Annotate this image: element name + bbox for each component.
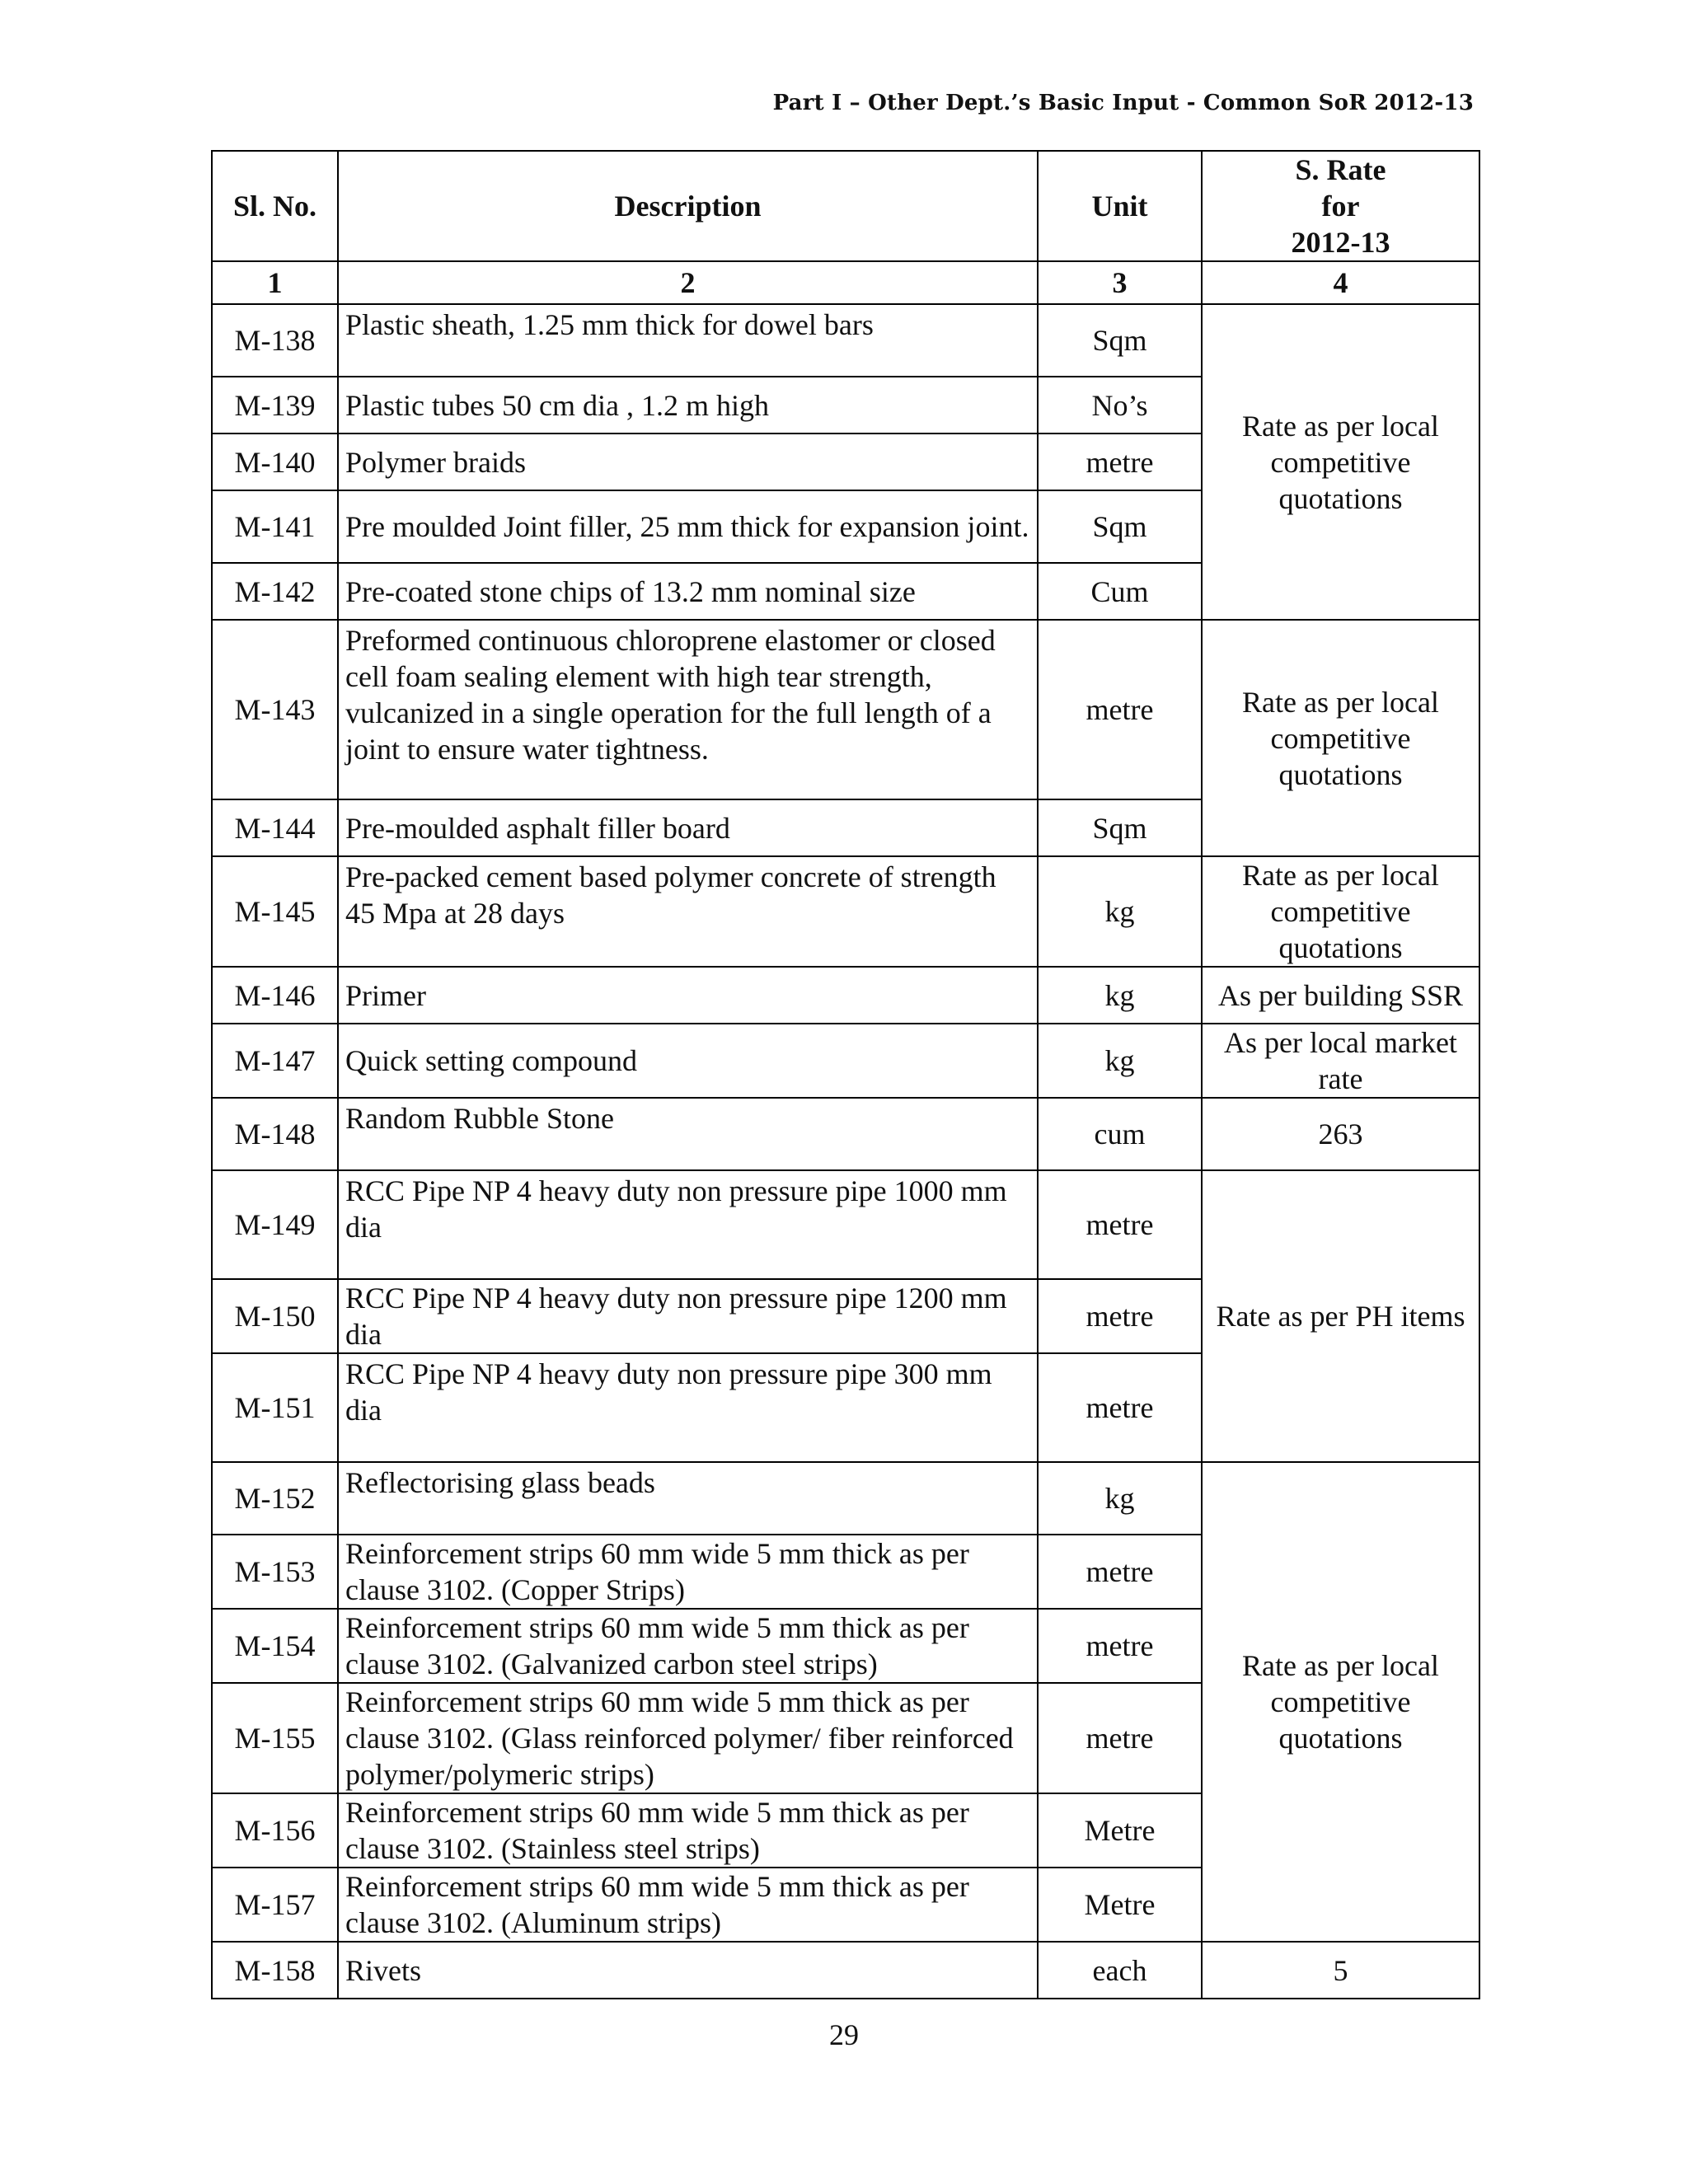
col-number: 2 [338, 261, 1038, 304]
unit: Cum [1038, 563, 1202, 620]
table-header-row [212, 151, 1479, 261]
table-row [212, 967, 1479, 1024]
rate-cell: Rate as per local competitive quotations [1202, 1462, 1479, 1942]
sl-no: M-144 [212, 799, 338, 856]
table-row [212, 856, 1479, 967]
col-number: 1 [212, 261, 338, 304]
col-header-description: Description [338, 151, 1038, 261]
sl-no: M-148 [212, 1098, 338, 1170]
description: Rivets [338, 1942, 1038, 1999]
sl-no: M-140 [212, 434, 338, 490]
description: Pre-moulded asphalt filler board [338, 799, 1038, 856]
sl-no: M-151 [212, 1353, 338, 1462]
description [338, 1353, 1038, 1462]
unit: metre [1038, 1279, 1202, 1353]
rate-cell: As per building SSR [1202, 967, 1479, 1024]
description [338, 1170, 1038, 1279]
unit: cum [1038, 1098, 1202, 1170]
description [338, 1462, 1038, 1535]
description [338, 1098, 1038, 1170]
description: Pre moulded Joint filler, 25 mm thick for expansion joint. [338, 490, 1038, 563]
unit: Metre [1038, 1793, 1202, 1868]
unit: Sqm [1038, 490, 1202, 563]
sl-no: M-143 [212, 620, 338, 799]
table-row [212, 1170, 1479, 1279]
sl-no: M-147 [212, 1024, 338, 1098]
description-text: Pre-packed cement based polymer concrete of strength 45 Mpa at 28 days [345, 860, 996, 930]
unit: metre [1038, 1170, 1202, 1279]
page-number: 29 [829, 2018, 859, 2051]
table-row [212, 1098, 1479, 1170]
table-row [212, 1024, 1479, 1098]
sl-no: M-152 [212, 1462, 338, 1535]
unit: Sqm [1038, 799, 1202, 856]
unit: metre [1038, 1353, 1202, 1462]
rate-cell: Rate as per local competitive quotations [1202, 856, 1479, 967]
description: Reinforcement strips 60 mm wide 5 mm thick as per clause 3102. (Glass reinforced polymer/ fiber reinforced polymer/polymeric strips) [338, 1683, 1038, 1793]
table-row [212, 1462, 1479, 1535]
rate-cell: Rate as per local competitive quotations [1202, 620, 1479, 856]
sl-no: M-145 [212, 856, 338, 967]
table-row [212, 304, 1479, 377]
sl-no: M-153 [212, 1535, 338, 1609]
sl-no: M-150 [212, 1279, 338, 1353]
description-text: Preformed continuous chloroprene elastomer or closed cell foam sealing element with high tear strength, vulcanized in a single operation for the full length of a joint to ensure water tightness. [345, 624, 996, 766]
column-number-row [212, 261, 1479, 304]
description: Plastic tubes 50 cm dia , 1.2 m high [338, 377, 1038, 434]
table-row [212, 1942, 1479, 1999]
sl-no: M-158 [212, 1942, 338, 1999]
col-header-rate-line1: S. Rate [1295, 153, 1386, 186]
col-header-rate [1202, 151, 1479, 261]
unit: metre [1038, 1683, 1202, 1793]
sl-no: M-139 [212, 377, 338, 434]
unit: Metre [1038, 1868, 1202, 1942]
unit: metre [1038, 434, 1202, 490]
sl-no: M-149 [212, 1170, 338, 1279]
rate-cell: 5 [1202, 1942, 1479, 1999]
description: Quick setting compound [338, 1024, 1038, 1098]
col-number: 4 [1202, 261, 1479, 304]
description-text: Reflectorising glass beads [345, 1466, 655, 1499]
rate-cell: As per local market rate [1202, 1024, 1479, 1098]
rate-cell: Rate as per local competitive quotations [1202, 304, 1479, 620]
sl-no: M-138 [212, 304, 338, 377]
col-header-rate-line2: for [1321, 190, 1360, 223]
unit: metre [1038, 1535, 1202, 1609]
sl-no: M-142 [212, 563, 338, 620]
sl-no: M-146 [212, 967, 338, 1024]
unit: metre [1038, 620, 1202, 799]
table-row [212, 620, 1479, 799]
description-text: Random Rubble Stone [345, 1102, 614, 1135]
unit: kg [1038, 1462, 1202, 1535]
rate-cell: 263 [1202, 1098, 1479, 1170]
description-text: RCC Pipe NP 4 heavy duty non pressure pipe 1000 mm dia [345, 1174, 1007, 1244]
description: Primer [338, 967, 1038, 1024]
description: Reinforcement strips 60 mm wide 5 mm thick as per clause 3102. (Galvanized carbon steel strips) [338, 1609, 1038, 1683]
unit: Sqm [1038, 304, 1202, 377]
description [338, 304, 1038, 377]
col-header-rate-line3: 2012-13 [1291, 226, 1390, 259]
description: Polymer braids [338, 434, 1038, 490]
description: Reinforcement strips 60 mm wide 5 mm thick as per clause 3102. (Stainless steel strips) [338, 1793, 1038, 1868]
rate-table [211, 150, 1480, 1999]
unit: kg [1038, 856, 1202, 967]
unit: kg [1038, 1024, 1202, 1098]
description: RCC Pipe NP 4 heavy duty non pressure pipe 1200 mm dia [338, 1279, 1038, 1353]
description [338, 620, 1038, 799]
description: Pre-coated stone chips of 13.2 mm nominal size [338, 563, 1038, 620]
description-text: RCC Pipe NP 4 heavy duty non pressure pipe 300 mm dia [345, 1357, 992, 1427]
sl-no: M-141 [212, 490, 338, 563]
description: Reinforcement strips 60 mm wide 5 mm thick as per clause 3102. (Copper Strips) [338, 1535, 1038, 1609]
description: Reinforcement strips 60 mm wide 5 mm thick as per clause 3102. (Aluminum strips) [338, 1868, 1038, 1942]
unit: kg [1038, 967, 1202, 1024]
description-text: Plastic sheath, 1.25 mm thick for dowel bars [345, 308, 874, 341]
unit: metre [1038, 1609, 1202, 1683]
description [338, 856, 1038, 967]
unit: No’s [1038, 377, 1202, 434]
col-header-sl: Sl. No. [212, 151, 338, 261]
sl-no: M-154 [212, 1609, 338, 1683]
col-header-unit: Unit [1038, 151, 1202, 261]
sl-no: M-157 [212, 1868, 338, 1942]
col-number: 3 [1038, 261, 1202, 304]
sl-no: M-156 [212, 1793, 338, 1868]
rate-cell: Rate as per PH items [1202, 1170, 1479, 1462]
sl-no: M-155 [212, 1683, 338, 1793]
page-header: Part I – Other Dept.’s Basic Input - Common SoR 2012-13 [772, 91, 1474, 115]
unit: each [1038, 1942, 1202, 1999]
